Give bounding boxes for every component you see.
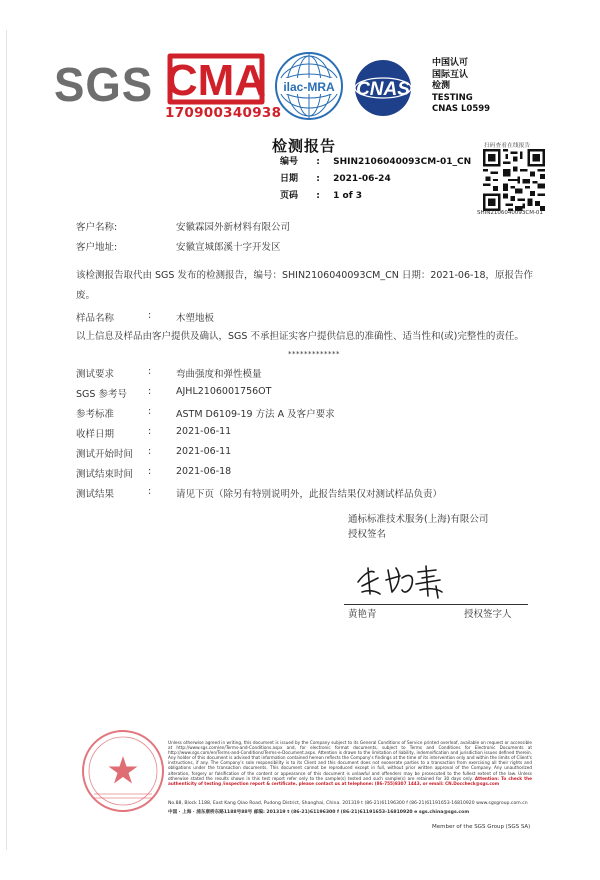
sample-name-label: 样品名称 xyxy=(76,313,115,324)
test-info-value: 2021-06-11 xyxy=(176,426,232,437)
test-info-value: 2021-06-11 xyxy=(176,446,232,457)
test-info-colon: : xyxy=(148,446,152,457)
test-info-label: 参考标准 xyxy=(76,409,115,420)
sgs-logo: SGS xyxy=(54,59,154,112)
report-page: 1 of 3 xyxy=(333,191,363,201)
sgs-member-note: Member of the SGS Group (SGS SA) xyxy=(432,824,531,830)
handwritten-signature xyxy=(352,556,464,600)
cma-logo-text: CMA xyxy=(165,56,267,105)
report-number-row: 编号 : SHIN2106040093CM-01_CN xyxy=(280,157,472,167)
test-info-label: SGS 参考号 xyxy=(76,389,127,400)
qr-code-icon[interactable] xyxy=(483,149,545,211)
ilac-logo xyxy=(272,50,346,122)
test-info-value: 弯曲强度和弹性模量 xyxy=(176,369,262,380)
sample-name-colon: : xyxy=(148,310,152,321)
company-seal xyxy=(80,728,166,814)
report-date: 2021-06-24 xyxy=(333,174,391,184)
footer-address-en: No.88, Block 1188, East Kang Qiao Road, Pudong District, Shanghai, China. 201319 t (86-21)61196300 f (86-21)61191653-16810920 www.sgsgroup.com.cn xyxy=(168,801,528,806)
signature-block xyxy=(348,512,488,542)
authorized-signature-label: 授权签名 xyxy=(348,529,387,540)
test-info-colon: : xyxy=(148,406,152,417)
client-name-label: 客户名称: xyxy=(76,222,118,233)
test-info-colon: : xyxy=(148,466,152,477)
test-info-colon: : xyxy=(148,366,152,377)
client-address-value: 安徽宣城郎溪十字开发区 xyxy=(176,242,281,253)
test-info-value: ASTM D6109-19 方法 A 及客户要求 xyxy=(176,409,335,420)
disclaimer-text: 以上信息及样品由客户提供及确认，SGS 不承担证实客户提供信息的准确性、适当性和(或)完整性的责任。 xyxy=(76,331,524,342)
client-address-label: 客户地址: xyxy=(76,242,118,253)
signer-role: 授权签字人 xyxy=(464,609,512,620)
supersede-note: 该检测报告取代由 SGS 发布的检测报告，编号：SHIN2106040093CM_CN 日期：2021-06-18，原报告作废。 xyxy=(76,270,534,301)
signer-name: 黄艳青 xyxy=(348,609,377,620)
client-name-value: 安徽霖园外新材料有限公司 xyxy=(176,222,291,233)
footer-address-cn: 中国 · 上海 · 浦东康桥东路1188号88号 邮编: 201319 t (86-21)61196300 f (86-21)61191653-16810920 e sgs.china@sgs.com xyxy=(168,810,470,815)
test-info-label: 测试要求 xyxy=(76,369,115,380)
test-info-value: 2021-06-18 xyxy=(176,466,232,477)
test-info-colon: : xyxy=(148,426,152,437)
test-info-value: AJHL2106001756OT xyxy=(176,386,272,397)
qr-caption: 扫码查看在线报告 xyxy=(484,143,531,149)
test-info-label: 测试结果 xyxy=(76,489,115,500)
page-border-line xyxy=(6,30,7,850)
report-number: SHIN2106040093CM-01_CN xyxy=(333,157,472,167)
test-info-label: 收样日期 xyxy=(76,429,115,440)
signing-company: 通标标准技术服务(上海)有限公司 xyxy=(348,514,489,525)
report-date-row: 日期 : 2021-06-24 xyxy=(280,174,391,184)
terms-fine-print: Unless otherwise agreed in writing, this document is issued by the Company subject to its General Conditions of Service printed overleaf, available on request or accessible at http://www.sgs.com/en/Terms-and-Conditions.aspx and, for electronic format documents, subject to Terms and Conditions for Electronic Documents at http://www.sgs.com/en/Terms-and-Conditions/Terms-e-Document.aspx. Attention is drawn to the limitation of liability, indemnification and jurisdiction issues defined therein. Any holder of this document is advised that information contained hereon reflects the Company's findings at the time of its intervention only and within the limits of Client's instructions, if any. The Company's sole responsibility is to its Client and this document does not exonerate parties to a transaction from exercising all their rights and obligations under the transaction documents. This document cannot be reproduced except in full, without prior written approval of the Company. Any unauthorized alteration, forgery or falsification of the content or appearance of this document is unlawful and offenders may be prosecuted to the fullest extent of the law. Unless otherwise stated the results shown in this test report refer only to the sample(s) tested and such sample(s) are retained for 30 days only. Attention: To check the authenticity of testing /inspection report & certificate, please contact us at telephone: (86-755)8307 1443, or email: CN.Doccheck@sgs.com xyxy=(168,740,532,786)
test-info-colon: : xyxy=(148,386,152,397)
test-info-label: 测试结束时间 xyxy=(76,469,134,480)
separator-stars: ************* xyxy=(288,350,340,358)
cma-number: 170900340938 xyxy=(165,105,282,121)
cnas-logo-text: CNAS xyxy=(356,79,410,100)
signature-line xyxy=(344,604,528,605)
test-info-colon: : xyxy=(148,486,152,497)
authenticity-attention: Attention: To check the authenticity of testing /inspection report & certificate, please contact us at telephone: (86-755)8307 1443, or email: CN.Doccheck@sgs.com xyxy=(168,775,532,786)
ilac-logo-text: ilac-MRA xyxy=(283,80,335,94)
test-info-value: 请见下页（除另有特别说明外，此报告结果仅对测试样品负责） xyxy=(176,489,443,500)
test-info-label: 测试开始时间 xyxy=(76,449,134,460)
report-page-row: 页码 : 1 of 3 xyxy=(280,191,363,201)
cnas-accreditation-text: 中国认可 国际互认 检测 TESTING CNAS L0599 xyxy=(432,58,491,114)
cnas-logo xyxy=(346,58,420,118)
sample-name-value: 木塑地板 xyxy=(176,313,215,324)
report-title: 检测报告 xyxy=(272,137,337,155)
qr-report-id: SHIN2106040093CM-01 xyxy=(477,210,543,216)
